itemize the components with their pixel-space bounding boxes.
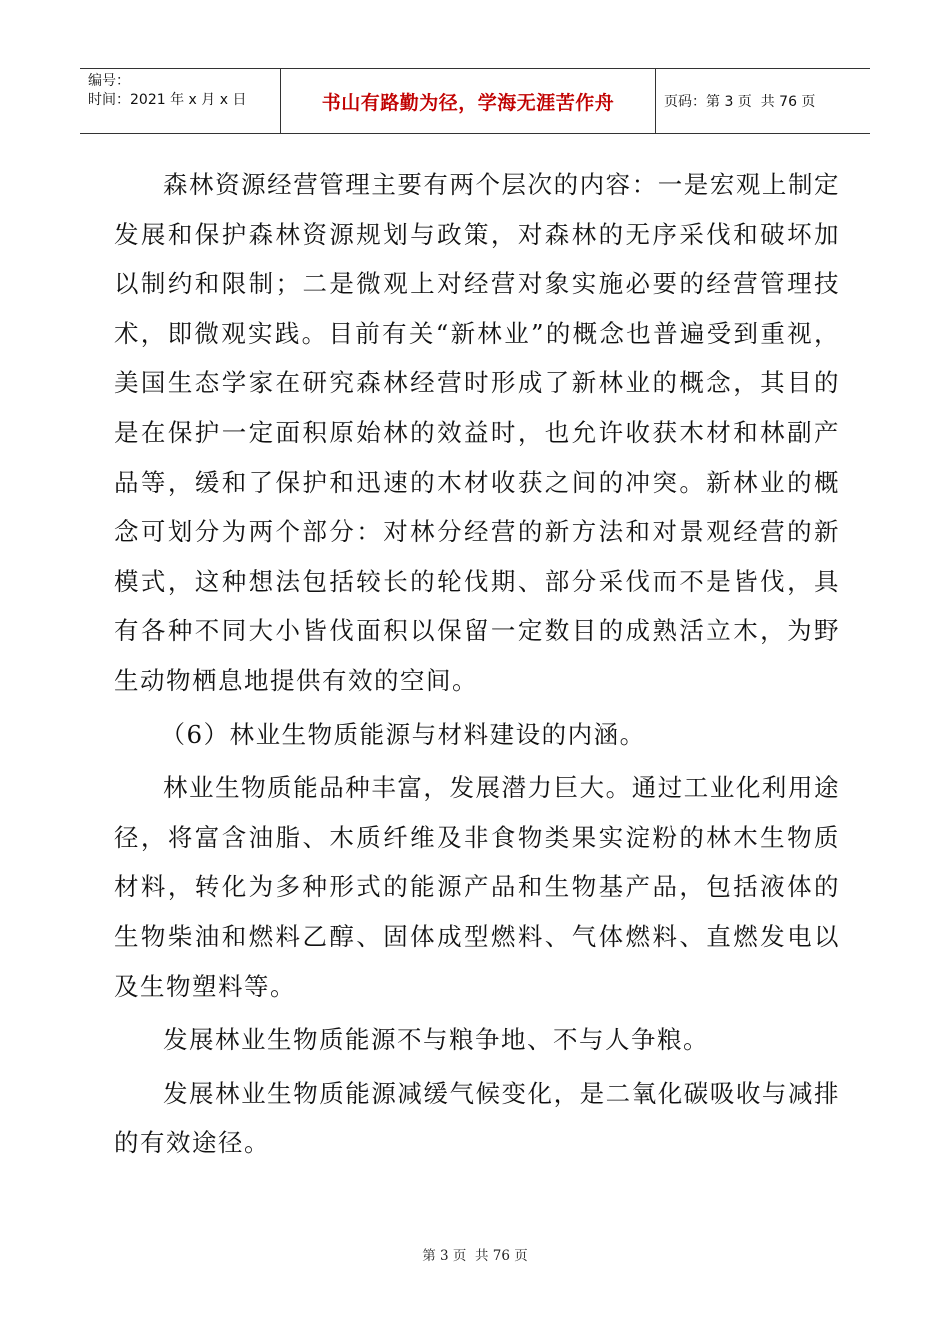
document-header: [80, 68, 870, 134]
page-footer: [0, 1244, 950, 1264]
header-motto-cell: [281, 69, 656, 133]
date-label: 时间：2021 年 x 月 x 日: [88, 92, 247, 108]
serial-number-label: 编号：: [88, 73, 130, 89]
header-meta-cell: [80, 69, 281, 133]
footer-page-number: 第 3 页 共 76 页: [422, 1248, 528, 1264]
document-body: [114, 160, 840, 1168]
motto-text: 书山有路勤为径，学海无涯苦作舟: [321, 91, 615, 114]
paragraph-no-food-competition: 发展林业生物质能源不与粮争地、不与人争粮。: [163, 1025, 709, 1055]
header-page-cell: [656, 69, 870, 133]
paragraph-bioenergy-varieties: 林业生物质能品种丰富，发展潜力巨大。通过工业化利用途径，将富含油脂、木质纤维及非食物类果实淀粉的林木生物质材料，转化为多种形式的能源产品和生物基产品，包括液体的生物柴油和燃料乙醇、固体成型燃料、气体燃料、直燃发电以及生物塑料等。: [114, 773, 840, 1001]
header-page-info: 页码：第 3 页 共 76 页: [664, 94, 816, 110]
paragraph-forest-management: 森林资源经营管理主要有两个层次的内容：一是宏观上制定发展和保护森林资源规划与政策，对森林的无序采伐和破坏加以制约和限制；二是微观上对经营对象实施必要的经营管理技术，即微观实践。目前有关“新林业”的概念也普遍受到重视，美国生态学家在研究森林经营时形成了新林业的概念，其目的是在保护一定面积原始林的效益时，也允许收获木材和林副产品等，缓和了保护和迅速的木材收获之间的冲突。新林业的概念可划分为两个部分：对林分经营的新方法和对景观经营的新模式，这种想法包括较长的轮伐期、部分采伐而不是皆伐，具有各种不同大小皆伐面积以保留一定数目的成熟活立木，为野生动物栖息地提供有效的空间。: [114, 170, 840, 695]
paragraph-climate-mitigation: 发展林业生物质能源减缓气候变化，是二氧化碳吸收与减排的有效途径。: [114, 1078, 840, 1158]
section-heading-bioenergy: （6）林业生物质能源与材料建设的内涵。: [160, 719, 646, 749]
